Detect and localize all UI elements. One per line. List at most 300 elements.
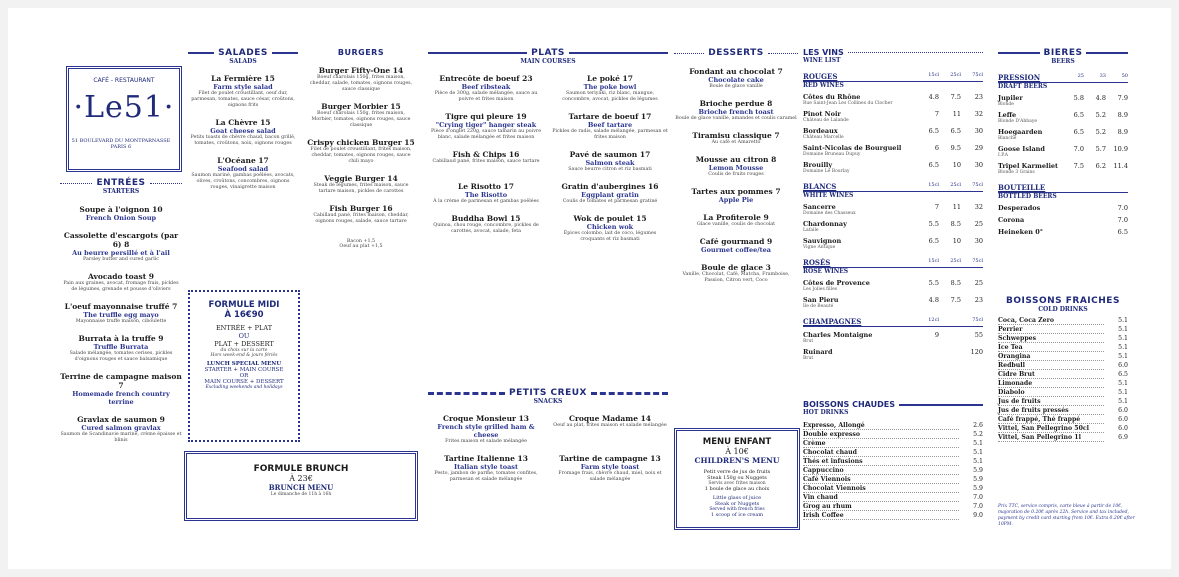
- beer-bottle-title: BOUTEILLE: [998, 183, 1046, 192]
- hot-drink-price: 2.6: [973, 422, 983, 429]
- wine-name-text: Chardonnay: [803, 220, 847, 228]
- menu-item: [60, 334, 182, 363]
- beer-price: 7.9: [1117, 94, 1128, 102]
- wine-price: 9.5: [950, 144, 961, 152]
- beer-price: 5.7: [1095, 145, 1106, 153]
- item-description: Parsley butter and cured garlic: [83, 257, 159, 262]
- cold-drink-row: [998, 344, 1128, 352]
- wine-price: 32: [974, 110, 983, 118]
- hot-drink-row: [803, 449, 983, 457]
- item-english-name: "Crying tiger" hanger steak: [435, 121, 537, 129]
- wine-name: [803, 296, 917, 309]
- wine-group-header: [803, 258, 983, 268]
- beer-size-label: 50: [1121, 73, 1128, 79]
- beer-price: 7.0: [1073, 145, 1084, 153]
- item-description: Coulis de fruits rouges: [708, 172, 764, 177]
- menu-item: [552, 214, 668, 243]
- item-description: Pain aux graines, avocat, fromage frais, pickles de légumes, grenade et pousse d'oliviers: [63, 281, 179, 292]
- item-name: Tartine Italienne 13: [444, 454, 528, 463]
- item-name: Brioche perdue 8: [699, 99, 773, 108]
- menu-item: [306, 204, 416, 225]
- wine-row: [803, 237, 983, 250]
- bottle-row: [998, 228, 1128, 236]
- item-english-name: Brioche french toast: [698, 108, 774, 116]
- beer-pression-title: PRESSION: [998, 73, 1041, 82]
- formule-midi-line1: ENTRÉE + PLAT: [215, 324, 273, 332]
- wine-size-label: 12cl: [928, 317, 939, 323]
- item-name: La Chèvre 15: [215, 118, 271, 127]
- wine-price: 5.5: [928, 220, 939, 228]
- wine-group-title: CHAMPAGNES: [803, 317, 862, 326]
- boissons-chaudes-section: [803, 400, 983, 520]
- cold-drink-name: Jus de fruits pressés: [998, 407, 1104, 415]
- beer-name: [998, 111, 1062, 124]
- cold-drink-row: [998, 326, 1128, 334]
- hot-drink-row: [803, 467, 983, 475]
- item-description: Boeuf charolais 150g, frites maison, cheddar, salade, tomates, oignons rouges, sauce classique: [309, 75, 413, 92]
- menu-item: [552, 182, 668, 205]
- cold-drink-row: [998, 317, 1128, 325]
- item-english-name: Beef tartare: [587, 121, 633, 129]
- wine-row: [803, 296, 983, 309]
- hot-drink-name: Thés et infusions: [803, 458, 959, 466]
- wine-price: 7.5: [950, 296, 961, 304]
- hot-drink-price: 5.1: [973, 449, 983, 456]
- wine-price: 11: [952, 110, 961, 118]
- cold-drink-row: [998, 371, 1128, 379]
- wine-origin: Ile de Beauté: [803, 304, 834, 309]
- formule-midi-en4: Excluding weekends and holidays: [205, 385, 283, 390]
- menu-item: [60, 272, 182, 293]
- cold-drink-price: 6.0: [1118, 407, 1128, 414]
- cold-drink-price: 5.1: [1118, 389, 1128, 396]
- wine-size-label: 15cl: [928, 258, 939, 264]
- wine-name-text: San Pieru: [803, 296, 839, 304]
- wine-group-header: [803, 317, 983, 327]
- item-description: Pièce de 300g, salade mélangée, sauce au poivre et frites maison: [434, 91, 538, 102]
- cold-drink-name: Café frappé, Thé frappé: [998, 416, 1104, 424]
- hot-drink-name: Vin chaud: [803, 494, 959, 502]
- wine-price: 25: [974, 279, 983, 287]
- wine-row: [803, 348, 983, 361]
- item-description: Quinoa, chou rouge, concombre, pickles de carottes, avocat, salade, feta: [433, 223, 539, 234]
- item-name: Avocado toast 9: [87, 272, 154, 281]
- wine-row: [803, 93, 983, 106]
- burgers-side2: Oeuf au plat +1,5: [339, 244, 383, 249]
- logo-address: 51 BOULEVARD DU MONTPARNASSE PARIS 6: [71, 138, 171, 150]
- formule-midi-en2: STARTER + MAIN COURSE: [204, 367, 284, 373]
- wine-group-header: [803, 72, 983, 82]
- menu-item: [428, 214, 544, 243]
- item-name: Terrine de campagne maison 7: [60, 372, 182, 390]
- beer-style: Blonde 3 Grains: [998, 170, 1035, 175]
- formule-midi-title: FORMULE MIDI: [208, 300, 280, 310]
- cold-drink-row: [998, 353, 1128, 361]
- wine-price: 23: [974, 296, 983, 304]
- wine-name: [803, 348, 917, 361]
- menu-item: [674, 99, 798, 122]
- item-description: Mayonnaise truffe maison, ciboulette: [75, 319, 167, 324]
- item-english-name: The poke bowl: [583, 83, 637, 91]
- item-description: Boeuf charolais 150g, frites maison, Morbier, tomates, oignons rouges, sauce classique: [311, 111, 411, 128]
- cold-drink-name: Schweppes: [998, 335, 1104, 343]
- beer-price: 8.9: [1117, 128, 1128, 136]
- wine-name-text: Pinot Noir: [803, 110, 841, 118]
- item-english-name: Cured salmon gravlax: [81, 424, 161, 432]
- vins-subtitle: WINE LIST: [803, 57, 841, 64]
- beer-row: [998, 162, 1128, 175]
- wine-price: 10: [952, 237, 961, 245]
- wine-price: 10: [952, 161, 961, 169]
- hot-drink-name: Chocolat chaud: [803, 449, 959, 457]
- wine-price: 7.5: [950, 93, 961, 101]
- wine-size-label: 75cl: [972, 317, 983, 323]
- beer-name: [998, 145, 1062, 158]
- wine-name: [803, 110, 917, 123]
- hot-drink-price: 5.9: [973, 467, 983, 474]
- wine-origin: Brut: [803, 339, 814, 344]
- wine-size-label: 25cl: [950, 72, 961, 78]
- wine-name-text: Ruinard: [803, 348, 833, 356]
- item-english-name: Beef ribsteak: [461, 83, 511, 91]
- petits-creux-section: [428, 388, 668, 483]
- cold-drink-row: [998, 362, 1128, 370]
- formule-midi-en1: LUNCH SPECIAL MENU: [206, 361, 282, 367]
- beer-name-text: Jupiler: [998, 94, 1023, 102]
- wine-price: 23: [974, 93, 983, 101]
- wine-group-title: ROSÉS: [803, 258, 831, 267]
- hot-drink-price: 5.1: [973, 458, 983, 465]
- item-english-name: Farm style toast: [580, 463, 640, 471]
- bottle-price: 7.0: [1117, 204, 1128, 212]
- wine-group-subtitle: ROSÉ WINES: [803, 268, 849, 275]
- hot-drink-row: [803, 512, 983, 520]
- burgers-section: [306, 48, 416, 249]
- entrees-section: [60, 178, 182, 444]
- item-english-name: Au beurre persillé et à l'ail: [72, 249, 170, 257]
- cold-drink-price: 5.1: [1118, 398, 1128, 405]
- wine-row: [803, 331, 983, 344]
- beer-name-text: Goose Island: [998, 145, 1045, 153]
- beer-style: I.P.A: [998, 153, 1009, 158]
- item-description: Au café et Amaretto: [711, 140, 761, 145]
- formule-brunch-price: À 23€: [289, 474, 313, 483]
- cold-drink-price: 5.1: [1118, 380, 1128, 387]
- logo-name: ·Le51·: [73, 90, 175, 125]
- wine-price: 9: [934, 331, 939, 339]
- item-description: Épices colombo, lait de coco, légumes croquants et riz basmati: [563, 231, 657, 242]
- cold-drink-price: 6.0: [1118, 425, 1128, 432]
- wine-name: [803, 237, 917, 250]
- wine-size-label: 75cl: [972, 258, 983, 264]
- beer-price: 6.5: [1073, 111, 1084, 119]
- wine-origin: Rue Saint-Jean Les Collines du Clocher: [803, 101, 893, 106]
- salades-section: [188, 48, 298, 191]
- item-english-name: Eggplant gratin: [581, 191, 639, 199]
- item-description: Saumon mariné, gambas poêlées, avocats, olives, croûtons, concombres, oignons rouges, vinaigrette maison: [191, 173, 295, 190]
- hot-drink-name: Expresso, Allongé: [803, 422, 959, 430]
- item-description: Cabillaud pané, frites maison, sauce tartare: [432, 159, 540, 164]
- item-description: Boule de glace vanille, amandes et coulis caramel: [675, 116, 797, 121]
- cold-drink-name: Diabolo: [998, 389, 1104, 397]
- item-name: Cassolette d'escargots (par 6) 8: [63, 231, 179, 249]
- item-name: Fish Burger 16: [329, 204, 393, 213]
- item-description: Saumon teriyaki, riz blanc, mangue, concombre, avocat, pickles de légumes: [562, 91, 658, 102]
- item-name: La Fermière 15: [211, 74, 275, 83]
- menu-item: [428, 112, 544, 141]
- item-name: Fish & Chips 16: [452, 150, 520, 159]
- formule-brunch-box: [184, 451, 418, 521]
- hot-drink-row: [803, 440, 983, 448]
- wine-name-text: Bordeaux: [803, 127, 838, 135]
- beer-price: 6.2: [1095, 162, 1106, 170]
- formule-midi-line2: PLAT + DESSERT: [214, 340, 274, 348]
- wine-size-label: 25cl: [950, 258, 961, 264]
- menu-item: [674, 67, 798, 90]
- menu-item: [674, 131, 798, 146]
- hot-drink-price: 5.9: [973, 485, 983, 492]
- cold-drink-name: Vittel, San Pellegrino 50cl: [998, 425, 1104, 433]
- wine-name: [803, 279, 917, 292]
- item-name: Entrecôte de boeuf 23: [439, 74, 533, 83]
- beer-price: 5.2: [1095, 128, 1106, 136]
- beer-bottle-header: [998, 183, 1128, 193]
- menu-item: [428, 150, 544, 173]
- menu-item: [188, 156, 298, 191]
- plats-title: PLATS: [531, 48, 565, 58]
- burgers-side1: Bacon +1,5: [346, 239, 376, 244]
- plats-subtitle: MAIN COURSES: [520, 58, 576, 65]
- price-note: Prix TTC, service compris, carte bleue à partir de 10€, majoration de 0.20€ après 22h. Service and tax included, payment by credit card starting from 10€. Extra 0.20€ after 10PM.: [998, 504, 1135, 527]
- menu-enfant-e2: Steak or Nuggets: [714, 501, 760, 507]
- hot-drink-name: Crème: [803, 440, 959, 448]
- menu-item: [60, 302, 182, 325]
- cold-drink-row: [998, 398, 1128, 406]
- wine-price: 30: [974, 127, 983, 135]
- wine-row: [803, 279, 983, 292]
- beer-price: 6.5: [1073, 128, 1084, 136]
- wine-origin: Lafalle: [803, 228, 819, 233]
- wine-origin: Brut: [803, 356, 814, 361]
- item-description: Steak de légumes, frites maison, sauce tartare maison, pickles de carottes: [313, 183, 409, 194]
- boissons-fraiches-subtitle: COLD DRINKS: [1038, 306, 1088, 313]
- cold-drink-price: 6.0: [1118, 416, 1128, 423]
- item-name: Tartare de boeuf 17: [568, 112, 652, 121]
- menu-item: [188, 118, 298, 147]
- item-english-name: Salmon steak: [585, 159, 635, 167]
- item-description: Filet de poulet croustillant, frites maison, cheddar, tomates, oignons rouges, sauce chili mayo: [310, 147, 412, 164]
- item-english-name: Gourmet coffee/tea: [701, 246, 771, 254]
- wine-origin: Domaine Bruneau Dupuy: [803, 152, 861, 157]
- wine-origin: Vigne Antique: [803, 245, 836, 250]
- beer-name-text: Tripel Karmeliet: [998, 162, 1059, 170]
- menu-item: [306, 66, 416, 93]
- beer-pression-subtitle: DRAFT BEERS: [998, 83, 1048, 90]
- wine-row: [803, 127, 983, 140]
- beer-style: Blanche: [998, 136, 1017, 141]
- item-name: Tiramisu classique 7: [692, 131, 780, 140]
- entrees-subtitle: STARTERS: [102, 188, 140, 195]
- item-description: Glace vanille, coulis de chocolat: [696, 222, 776, 227]
- item-name: L'Océane 17: [217, 156, 269, 165]
- boissons-chaudes-subtitle: HOT DRINKS: [803, 409, 849, 416]
- wine-name-text: Côtes de Provence: [803, 279, 870, 287]
- item-description: Salade mélangée, tomates cerises, pickles d'oignons rouges et sauce balsamique: [69, 351, 173, 362]
- cold-drink-row: [998, 380, 1128, 388]
- wine-name-text: Sancerre: [803, 203, 836, 211]
- item-description: Pickles de radis, salade mélangée, parmesan et frites maison: [552, 129, 668, 140]
- wine-price: 6.5: [928, 161, 939, 169]
- item-description: Petits toasts de chèvre chaud, bacon grillé, tomates, croûtons, noix, oignons rouges: [190, 135, 296, 146]
- hot-drink-price: 5.9: [973, 476, 983, 483]
- beer-price: 5.2: [1095, 111, 1106, 119]
- wine-size-label: [939, 317, 961, 326]
- item-description: Saumon de Scandinavie mariné, crème épaisse et blinis: [60, 432, 182, 443]
- item-description: Pièce d'onglet 220g, sauce tamarin au poivre blanc, salade mélangée et frites maison: [430, 129, 542, 140]
- item-name: Tartes aux pommes 7: [691, 187, 781, 196]
- bottle-price: 7.0: [1117, 216, 1128, 224]
- formule-midi-en3: MAIN COURSE + DESSERT: [204, 379, 284, 385]
- wine-group-subtitle: RED WINES: [803, 82, 844, 89]
- item-description: Pesto, jambon de parme, tomates confites, parmesan et salade mélangée: [434, 471, 538, 482]
- wine-origin: Domaine des Chasseux: [803, 211, 856, 216]
- item-name: Tartine de campagne 13: [559, 454, 661, 463]
- wine-price: 25: [974, 220, 983, 228]
- wine-size-label: 15cl: [928, 182, 939, 188]
- formule-midi-box: [188, 290, 300, 442]
- item-english-name: Homemade french country terrine: [72, 390, 170, 406]
- menu-item: [674, 237, 798, 254]
- item-name: Le poké 17: [587, 74, 633, 83]
- item-name: L'oeuf mayonnaise truffé 7: [64, 302, 178, 311]
- menu-item: [428, 414, 544, 445]
- beer-size-label: 33: [1099, 73, 1106, 79]
- formule-midi-or1: OU: [238, 332, 250, 340]
- menu-item: [552, 414, 668, 445]
- menu-item: [60, 415, 182, 444]
- menu-item: [674, 155, 798, 178]
- cold-drink-price: 5.1: [1118, 353, 1128, 360]
- salades-subtitle: SALADS: [229, 58, 257, 65]
- beer-name: [998, 162, 1062, 175]
- menu-enfant-l2: Steak 150g ou Nuggets: [707, 475, 767, 481]
- menu-item: [306, 102, 416, 129]
- wine-group-title: ROUGES: [803, 72, 838, 81]
- menu-item: [552, 74, 668, 103]
- item-name: Veggie Burger 14: [324, 174, 398, 183]
- item-name: Burger Morbier 15: [321, 102, 401, 111]
- beer-price: 10.9: [1113, 145, 1128, 153]
- bottle-name: Corona: [998, 216, 1025, 224]
- boissons-fraiches-section: [998, 296, 1128, 442]
- menu-item: [428, 454, 544, 483]
- desserts-title: DESSERTS: [708, 48, 764, 58]
- item-description: Fromage frais, chèvre chaud, miel, noix et salade mélangée: [558, 471, 662, 482]
- cold-drink-row: [998, 407, 1128, 415]
- item-name: Buddha Bowl 15: [451, 214, 521, 223]
- cold-drink-row: [998, 416, 1128, 424]
- wine-size-label: 15cl: [928, 72, 939, 78]
- item-english-name: Chocolate cake: [708, 76, 764, 84]
- item-english-name: Apple Pie: [718, 196, 754, 204]
- item-name: Pavé de saumon 17: [569, 150, 651, 159]
- wine-price: 30: [974, 161, 983, 169]
- menu-enfant-l1: Petit verre de jus de fruits: [703, 469, 771, 475]
- item-english-name: Goat cheese salad: [210, 127, 276, 135]
- wine-price: 6.5: [950, 127, 961, 135]
- item-description: Cabillaud pané, frites maison, cheddar, oignons rouges, salade, sauce tartare: [313, 213, 409, 224]
- menu-item: [60, 205, 182, 222]
- plats-section: [428, 48, 668, 243]
- menu-item: [306, 138, 416, 165]
- menu-enfant-l4: 1 boule de glace au choix: [704, 486, 770, 492]
- hot-drink-row: [803, 503, 983, 511]
- item-name: Soupe à l'oignon 10: [79, 205, 163, 214]
- wine-name-text: Saint-Nicolas de Bourgueil: [803, 144, 902, 152]
- item-name: Mousse au citron 8: [695, 155, 777, 164]
- wine-row: [803, 110, 983, 123]
- hot-drink-name: Cappuccino: [803, 467, 959, 475]
- item-english-name: The truffle egg mayo: [83, 311, 159, 319]
- hot-drink-price: 5.2: [973, 431, 983, 438]
- wine-origin: Château Marcelle: [803, 135, 844, 140]
- menu-page: [8, 8, 1171, 569]
- boissons-chaudes-title: BOISSONS CHAUDES: [803, 400, 895, 409]
- salades-title: SALADES: [218, 48, 268, 58]
- wine-name: [803, 93, 917, 106]
- item-english-name: Farm style salad: [213, 83, 273, 91]
- menu-item: [60, 372, 182, 406]
- wine-name-text: Brouilly: [803, 161, 833, 169]
- cold-drink-name: Cidre Brut: [998, 371, 1104, 379]
- bottle-price: 6.5: [1117, 228, 1128, 236]
- beer-size-label: 25: [1077, 73, 1084, 79]
- cold-drink-name: Coca, Coca Zero: [998, 317, 1104, 325]
- beer-style: Blonde: [998, 102, 1014, 107]
- cold-drink-name: Ice Tea: [998, 344, 1104, 352]
- menu-enfant-box: [674, 428, 800, 530]
- item-name: La Profiterole 9: [703, 213, 769, 222]
- hot-drink-name: Irish Coffee: [803, 512, 959, 520]
- item-name: Croque Monsieur 13: [442, 414, 530, 423]
- hot-drink-row: [803, 494, 983, 502]
- wine-price: 6: [934, 144, 939, 152]
- cold-drink-name: Vittel, San Pellegrino 1l: [998, 434, 1104, 442]
- item-description: Sauce beurre citron et riz basmati: [568, 167, 652, 172]
- wine-name: [803, 220, 917, 233]
- menu-enfant-en: CHILDREN'S MENU: [694, 456, 780, 465]
- wine-price: 4.8: [928, 296, 939, 304]
- beer-name-text: Leffe: [998, 111, 1017, 119]
- bieres-section: [998, 48, 1128, 236]
- cold-drink-name: Orangina: [998, 353, 1104, 361]
- beer-name: [998, 128, 1062, 141]
- hot-drink-row: [803, 485, 983, 493]
- petits-creux-title: PETITS CREUX: [509, 388, 587, 398]
- hot-drink-price: 9.0: [973, 512, 983, 519]
- wine-name: [803, 127, 917, 140]
- cold-drink-price: 5.1: [1118, 326, 1128, 333]
- hot-drink-row: [803, 431, 983, 439]
- item-description: Boule de glace vanille: [709, 84, 763, 89]
- wine-price: 29: [974, 144, 983, 152]
- cold-drink-price: 6.5: [1118, 371, 1128, 378]
- wine-origin: Château de Lalande: [803, 118, 849, 123]
- beer-row: [998, 145, 1128, 158]
- item-english-name: French style grilled ham & cheese: [437, 423, 535, 439]
- item-name: Burrata à la truffe 9: [78, 334, 164, 343]
- beer-name-text: Hoegaarden: [998, 128, 1043, 136]
